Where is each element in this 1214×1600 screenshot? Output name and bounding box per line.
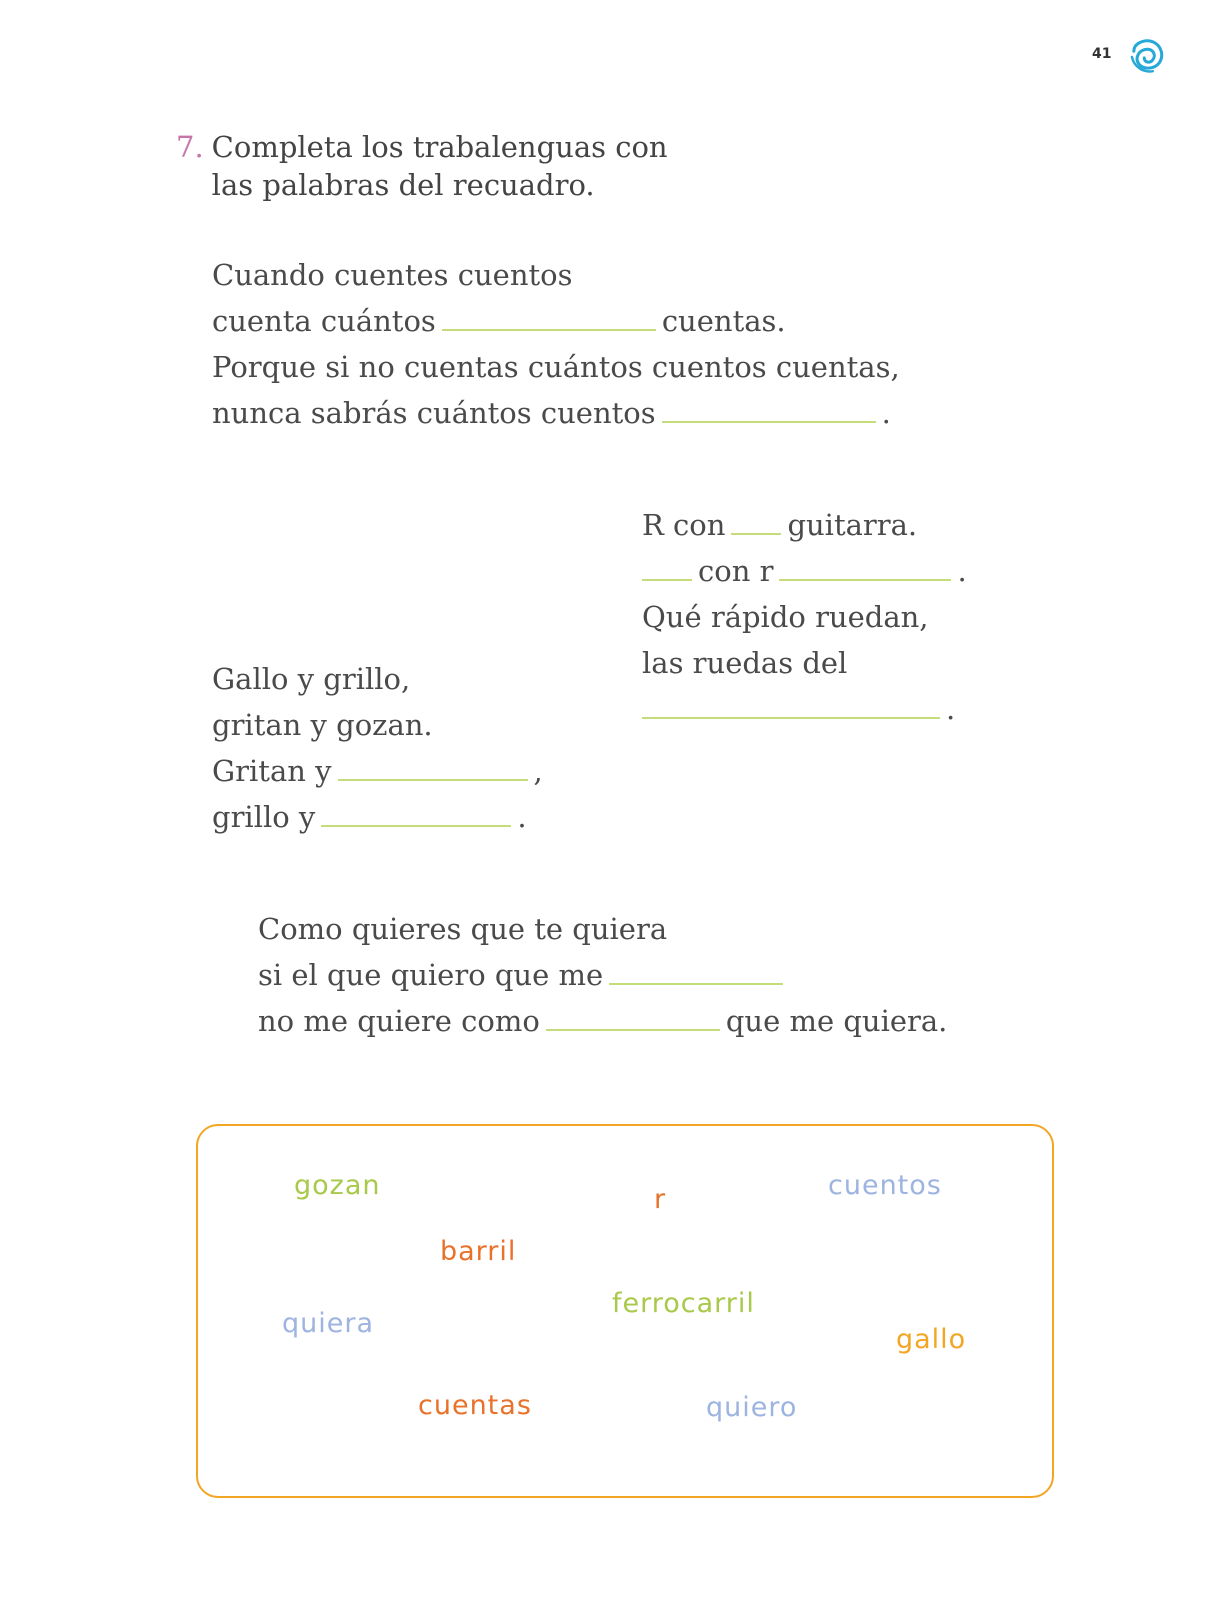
verse-text: R con (642, 508, 726, 542)
verse-line: Gallo y grillo, (212, 662, 411, 696)
word-bank-word: quiera (282, 1308, 375, 1339)
tongue-twister-ferrocarril (642, 502, 967, 732)
tongue-twister-gallo-grillo (212, 656, 543, 840)
word-bank-word: ferrocarril (612, 1288, 755, 1319)
word-bank-word: gozan (294, 1170, 381, 1201)
verse-line: Porque si no cuentas cuántos cuentos cuentas, (212, 350, 900, 384)
verse-text: si el que quiero que me (258, 958, 604, 992)
exercise-instruction (176, 128, 668, 204)
verse-text: . (946, 692, 956, 726)
word-bank-word: gallo (896, 1324, 967, 1355)
instruction-line-2: las palabras del recuadro. (211, 168, 595, 202)
answer-blank[interactable] (442, 299, 656, 331)
verse-text: Gritan y (212, 754, 332, 788)
answer-blank[interactable] (321, 795, 511, 827)
verse-line: Como quieres que te quiera (258, 912, 668, 946)
answer-blank[interactable] (662, 391, 876, 423)
answer-blank[interactable] (642, 549, 692, 581)
verse-line: Qué rápido ruedan, (642, 600, 929, 634)
verse-text: no me quiere como (258, 1004, 540, 1038)
word-bank-word: r (654, 1184, 667, 1215)
answer-blank[interactable] (642, 687, 940, 719)
answer-blank[interactable] (609, 953, 783, 985)
word-bank-word: cuentas (418, 1390, 532, 1421)
verse-text: . (881, 396, 891, 430)
swirl-icon (1130, 38, 1168, 74)
verse-text: nunca sabrás cuántos cuentos (212, 396, 656, 430)
verse-line: gritan y gozan. (212, 708, 433, 742)
word-bank-box (196, 1124, 1054, 1498)
word-bank-word: quiero (706, 1392, 798, 1423)
verse-text: . (957, 554, 967, 588)
tongue-twister-cuentos (212, 252, 900, 436)
verse-text: con r (698, 554, 774, 588)
tongue-twister-quiera (258, 906, 947, 1044)
verse-text: grillo y (212, 800, 316, 834)
verse-line: Cuando cuentes cuentos (212, 258, 573, 292)
verse-text: . (517, 800, 527, 834)
verse-text: cuentas. (661, 304, 786, 338)
verse-line: las ruedas del (642, 646, 848, 680)
word-bank-word: barril (440, 1236, 517, 1267)
word-bank-word: cuentos (828, 1170, 942, 1201)
answer-blank[interactable] (731, 503, 781, 535)
verse-text: que me quiera. (725, 1004, 948, 1038)
verse-text: , (533, 754, 543, 788)
exercise-number: 7. (176, 130, 204, 164)
page-number: 41 (1092, 46, 1112, 62)
answer-blank[interactable] (546, 999, 720, 1031)
answer-blank[interactable] (338, 749, 528, 781)
instruction-line-1: Completa los trabalenguas con (211, 130, 668, 164)
verse-text: cuenta cuántos (212, 304, 436, 338)
verse-text: guitarra. (787, 508, 918, 542)
answer-blank[interactable] (779, 549, 951, 581)
